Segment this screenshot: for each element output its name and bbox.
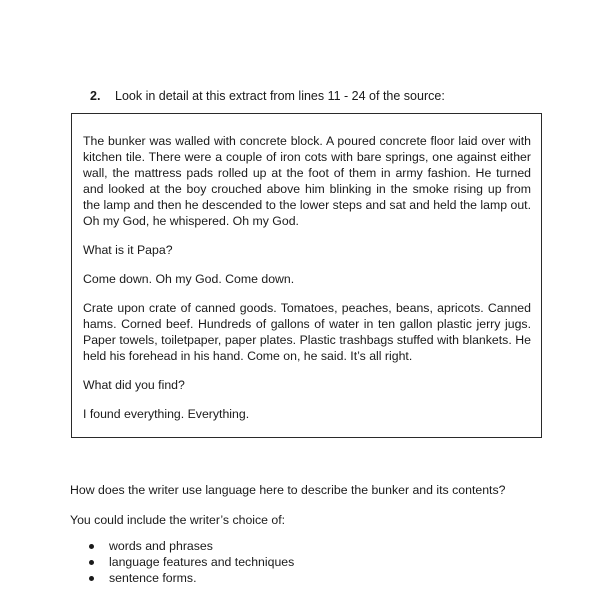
- extract-paragraph: Crate upon crate of canned goods. Tomatoes, peaches, beans, apricots. Canned hams. Corned beef. Hundreds of gallons of water in ten gallon plastic jerry jugs. Paper towels, toiletpaper, paper plates. Plastic trashbags stuffed with blankets. He held his forehead in his hand. Come on, he said. It’s all right.: [83, 301, 531, 363]
- question-heading: [90, 88, 445, 104]
- task-subprompt: You could include the writer’s choice of:: [70, 513, 286, 527]
- extract-paragraph: The bunker was walled with concrete block. A poured concrete floor laid over with kitchen tile. There were a couple of iron cots with bare springs, one against either wall, the mattress pads rolled up at the foot of them in army fashion. He turned and looked at the boy crouched above him blinking in the smoke rising up from the lamp and then he descended to the lower steps and sat and held the lamp out. Oh my God, he whispered. Oh my God.: [83, 134, 531, 228]
- extract-box: [71, 113, 542, 438]
- criteria-item: words and phrases: [86, 538, 294, 554]
- criteria-item: sentence forms.: [86, 570, 294, 586]
- question-text: Look in detail at this extract from lines 11 - 24 of the source:: [115, 89, 445, 103]
- extract-paragraph: I found everything. Everything.: [83, 407, 250, 421]
- criteria-list: [86, 538, 294, 586]
- task-prompt: How does the writer use language here to describe the bunker and its contents?: [70, 483, 506, 497]
- question-number: 2.: [90, 89, 101, 103]
- extract-paragraph: What is it Papa?: [83, 243, 173, 257]
- extract-paragraph: Come down. Oh my God. Come down.: [83, 272, 295, 286]
- extract-text: [83, 133, 531, 435]
- extract-paragraph: What did you find?: [83, 378, 185, 392]
- criteria-item: language features and techniques: [86, 554, 294, 570]
